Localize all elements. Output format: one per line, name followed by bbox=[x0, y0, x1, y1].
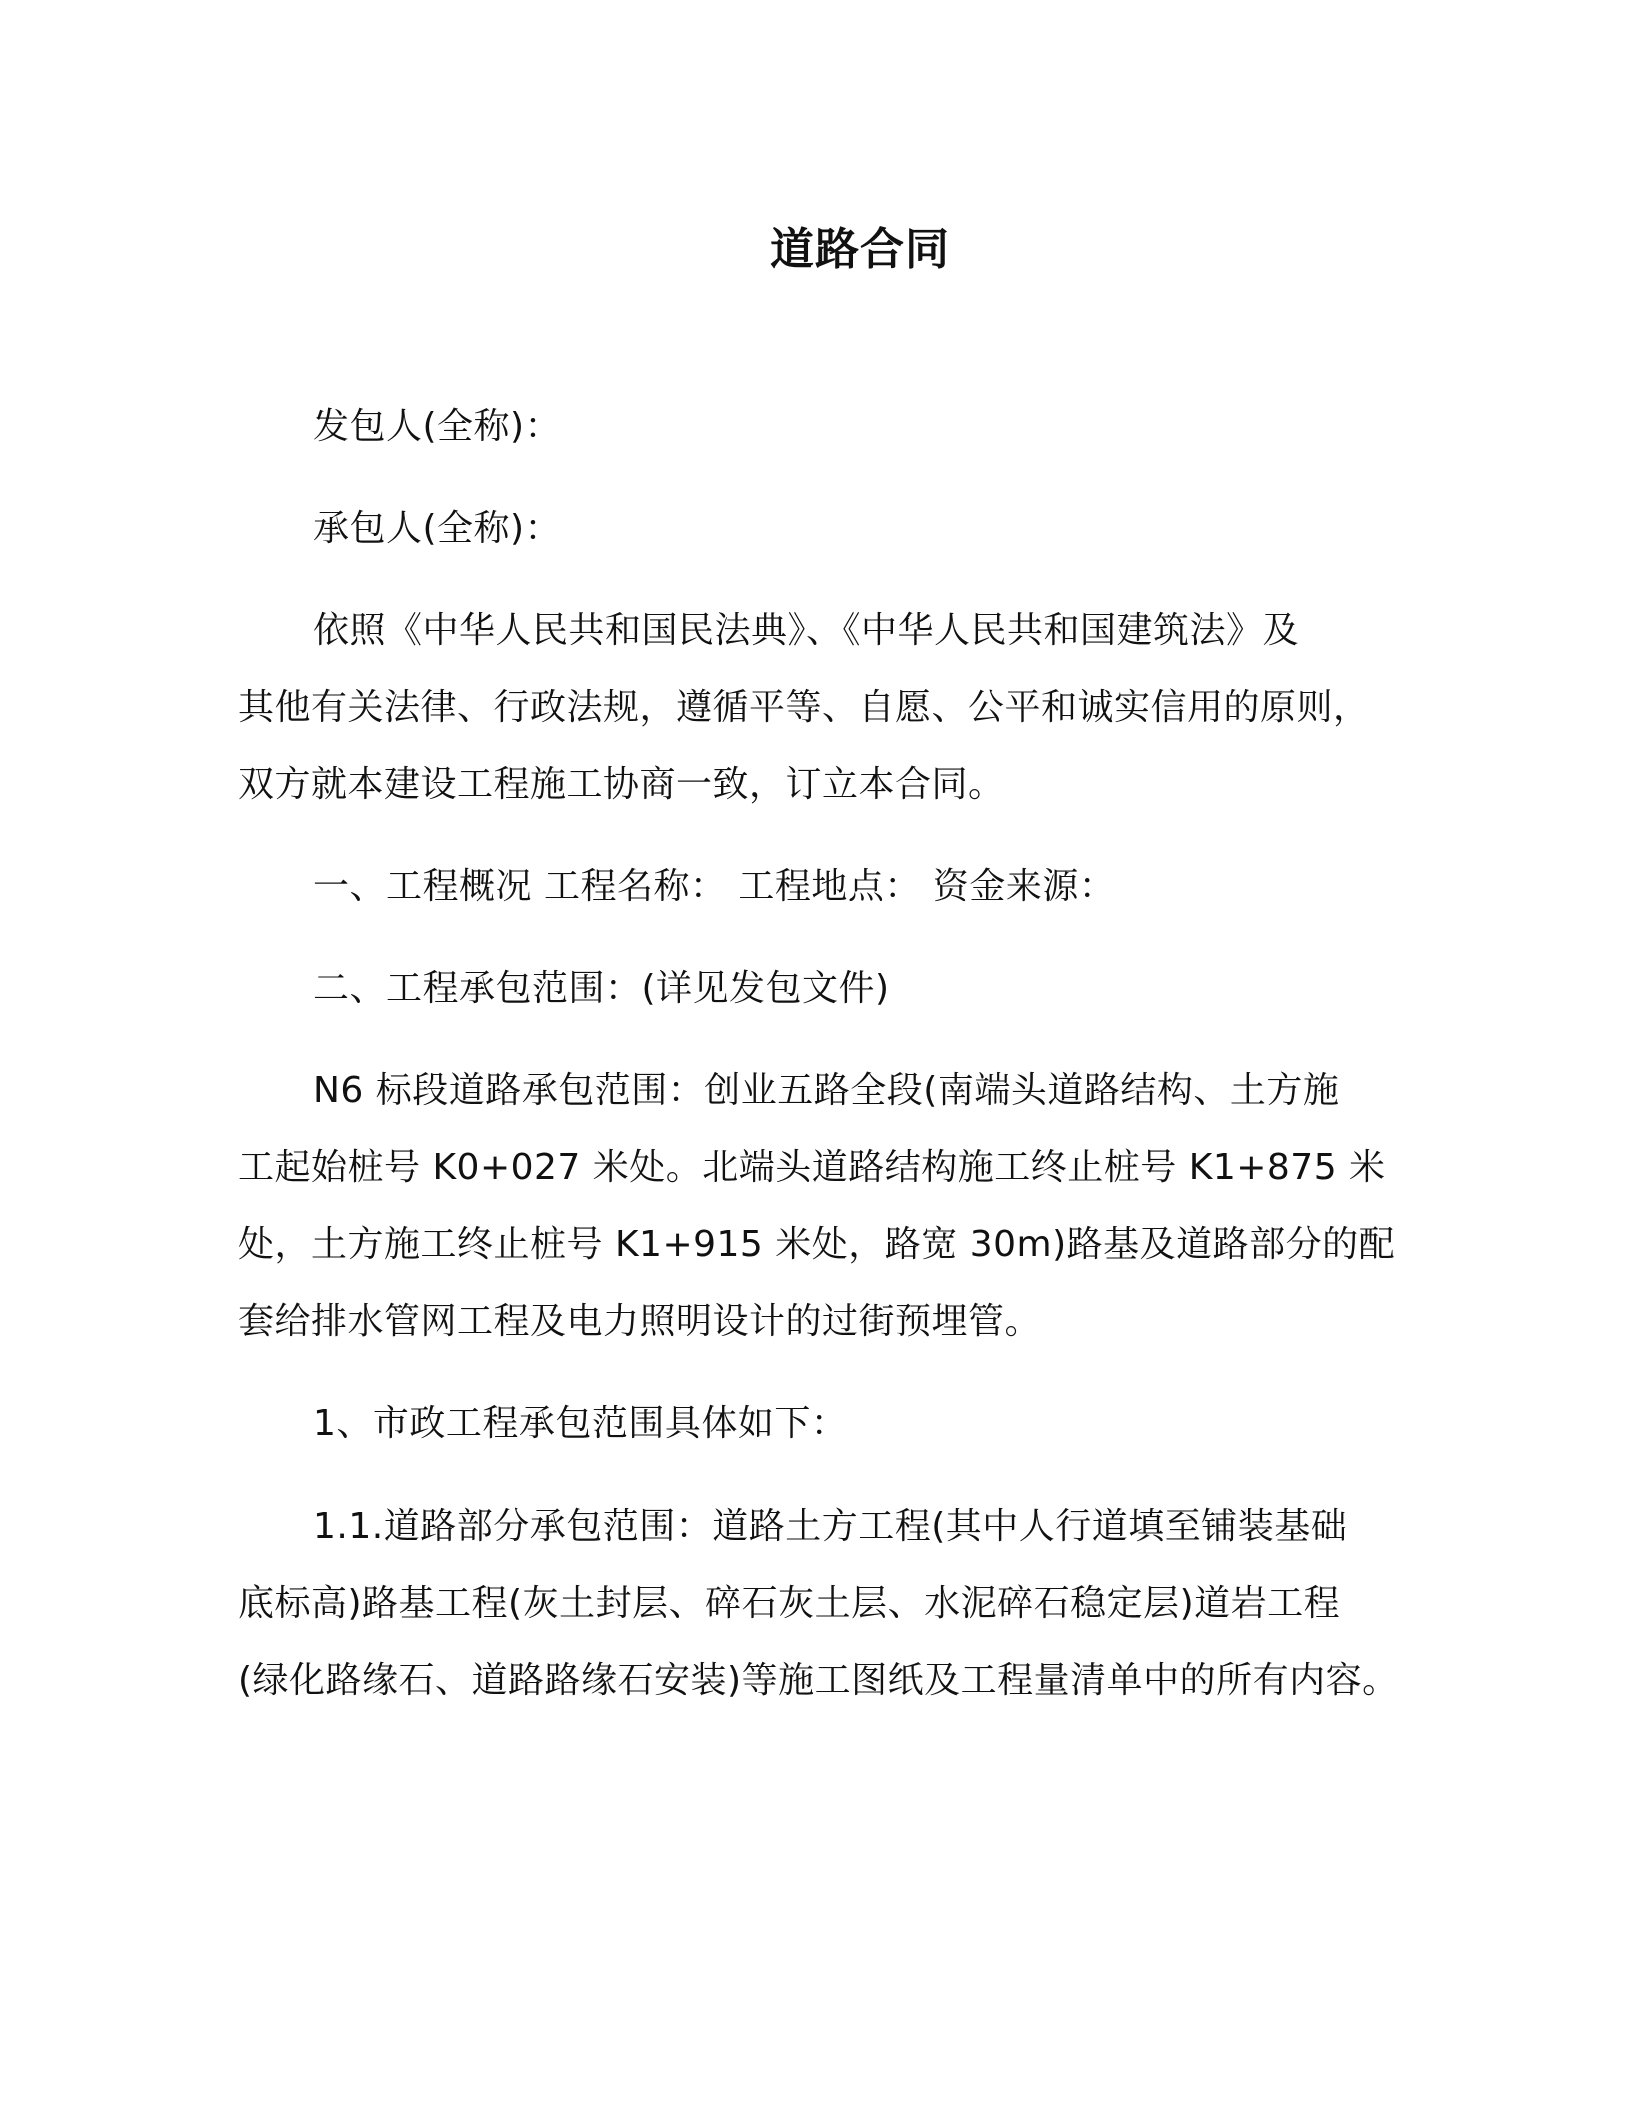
document-title: 道路合同 bbox=[770, 224, 950, 275]
party-b-label: 承包人(全称)： bbox=[313, 508, 562, 549]
preamble-paragraph bbox=[238, 592, 1408, 823]
item-1-heading bbox=[238, 1385, 1408, 1462]
item-1-1-line: 底标高)路基工程(灰土封层、碎石灰土层、水泥碎石稳定层)道岩工程 bbox=[238, 1583, 1341, 1624]
n6-scope-line: N6 标段道路承包范围：创业五路全段(南端头道路结构、土方施 bbox=[313, 1070, 1340, 1111]
party-a-line bbox=[238, 388, 1408, 465]
party-b-line bbox=[238, 490, 1408, 567]
item-1-1-paragraph bbox=[238, 1488, 1408, 1719]
party-a-label: 发包人(全称)： bbox=[313, 406, 562, 447]
n6-scope-line: 处，土方施工终止桩号 K1+915 米处，路宽 30m)路基及道路部分的配 bbox=[238, 1224, 1396, 1265]
n6-scope-line: 工起始桩号 K0+027 米处。北端头道路结构施工终止桩号 K1+875 米 bbox=[238, 1147, 1386, 1188]
n6-scope-paragraph bbox=[238, 1052, 1408, 1360]
n6-scope-line: 套给排水管网工程及电力照明设计的过街预埋管。 bbox=[238, 1301, 1042, 1342]
section-1-text: 一、工程概况 工程名称： 工程地点： 资金来源： bbox=[313, 866, 1116, 907]
section-1-heading bbox=[238, 848, 1408, 925]
preamble-line: 其他有关法律、行政法规，遵循平等、自愿、公平和诚实信用的原则， bbox=[238, 687, 1370, 728]
section-2-text: 二、工程承包范围：(详见发包文件) bbox=[313, 968, 890, 1009]
item-1-1-line: 1.1.道路部分承包范围：道路土方工程(其中人行道填至铺装基础 bbox=[313, 1506, 1348, 1547]
preamble-line: 依照《中华人民共和国民法典》、《中华人民共和国建筑法》及 bbox=[313, 610, 1300, 651]
item-1-text: 1、市政工程承包范围具体如下： bbox=[313, 1403, 848, 1444]
preamble-line: 双方就本建设工程施工协商一致，订立本合同。 bbox=[238, 764, 1005, 805]
item-1-1-line: (绿化路缘石、道路路缘石安装)等施工图纸及工程量清单中的所有内容。 bbox=[238, 1660, 1399, 1701]
section-2-heading bbox=[238, 950, 1408, 1027]
